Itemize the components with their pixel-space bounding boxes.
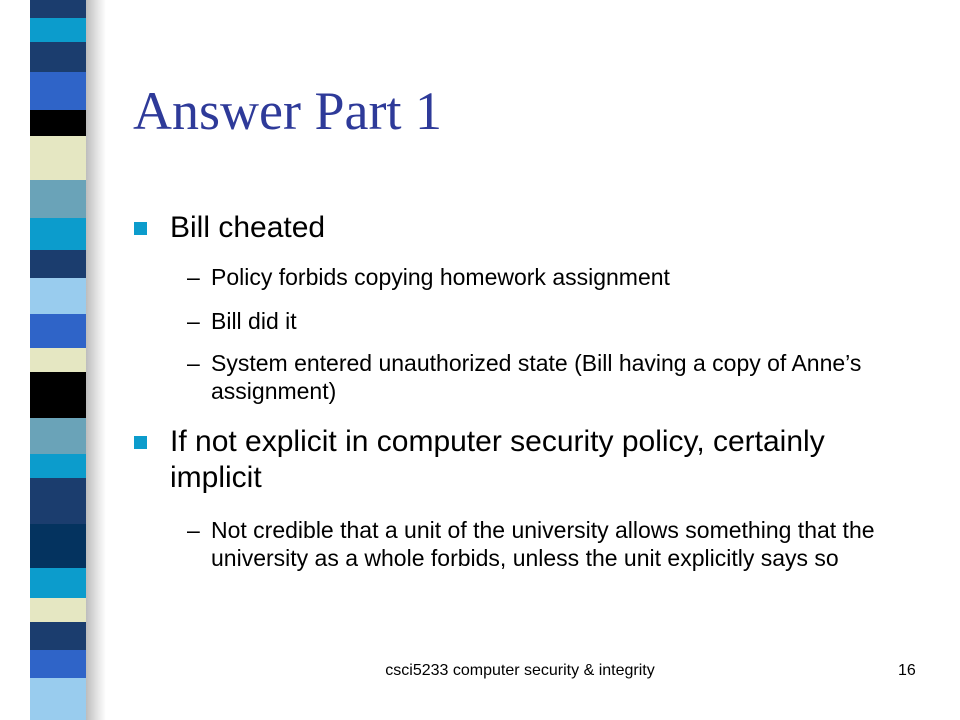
stripe-segment bbox=[30, 678, 86, 720]
sub-bullet-text: Bill did it bbox=[211, 308, 297, 334]
stripe-segment bbox=[30, 72, 86, 110]
stripe-segment bbox=[30, 650, 86, 678]
dash-bullet-icon: – bbox=[187, 517, 200, 543]
square-bullet-icon bbox=[134, 222, 147, 235]
stripe-segment bbox=[30, 218, 86, 250]
stripe-segment bbox=[30, 524, 86, 568]
stripe-segment bbox=[30, 568, 86, 598]
sub-bullet-item bbox=[187, 349, 881, 405]
stripe-segment bbox=[30, 250, 86, 278]
sub-bullet-text: Not credible that a unit of the university allows something that the university as a whole forbids, unless the unit explicitly says so bbox=[211, 517, 875, 571]
stripe-segment bbox=[30, 598, 86, 622]
slide-title: Answer Part 1 bbox=[133, 81, 442, 141]
sub-bullet-text: System entered unauthorized state (Bill having a copy of Anne’s assignment) bbox=[211, 350, 862, 404]
stripe-segment bbox=[30, 42, 86, 72]
dash-bullet-icon: – bbox=[187, 264, 200, 290]
stripe-segment bbox=[30, 372, 86, 418]
stripe-segment bbox=[30, 18, 86, 42]
stripe-segment bbox=[30, 136, 86, 180]
bullet-item-implicit-policy bbox=[170, 424, 870, 496]
stripe-segment bbox=[30, 192, 86, 218]
stripe-segment bbox=[30, 418, 86, 454]
sub-bullet-item bbox=[187, 307, 881, 335]
bullet-text: If not explicit in computer security policy, certainly implicit bbox=[170, 425, 825, 494]
footer-course-title: csci5233 computer security & integrity bbox=[385, 662, 655, 679]
stripe-segment bbox=[30, 110, 86, 136]
stripe-column bbox=[30, 0, 86, 720]
stripe-segment bbox=[30, 314, 86, 348]
sub-bullet-item bbox=[187, 516, 881, 572]
square-bullet-icon bbox=[134, 436, 147, 449]
stripe-segment bbox=[30, 622, 86, 650]
sub-bullet-item bbox=[187, 263, 881, 291]
stripe-segment bbox=[30, 278, 86, 314]
decorative-stripe-bar bbox=[0, 0, 106, 720]
bullet-text: Bill cheated bbox=[170, 211, 326, 244]
sub-bullet-text: Policy forbids copying homework assignment bbox=[211, 264, 670, 290]
stripe-segment bbox=[30, 180, 86, 192]
bullet-item-bill-cheated bbox=[170, 210, 870, 246]
dash-bullet-icon: – bbox=[187, 350, 200, 376]
page-number: 16 bbox=[898, 662, 916, 679]
dash-bullet-icon: – bbox=[187, 308, 200, 334]
stripe-segment bbox=[30, 348, 86, 372]
stripe-segment bbox=[30, 454, 86, 478]
stripe-segment bbox=[30, 0, 86, 18]
stripe-shadow bbox=[86, 0, 106, 720]
stripe-segment bbox=[30, 478, 86, 524]
